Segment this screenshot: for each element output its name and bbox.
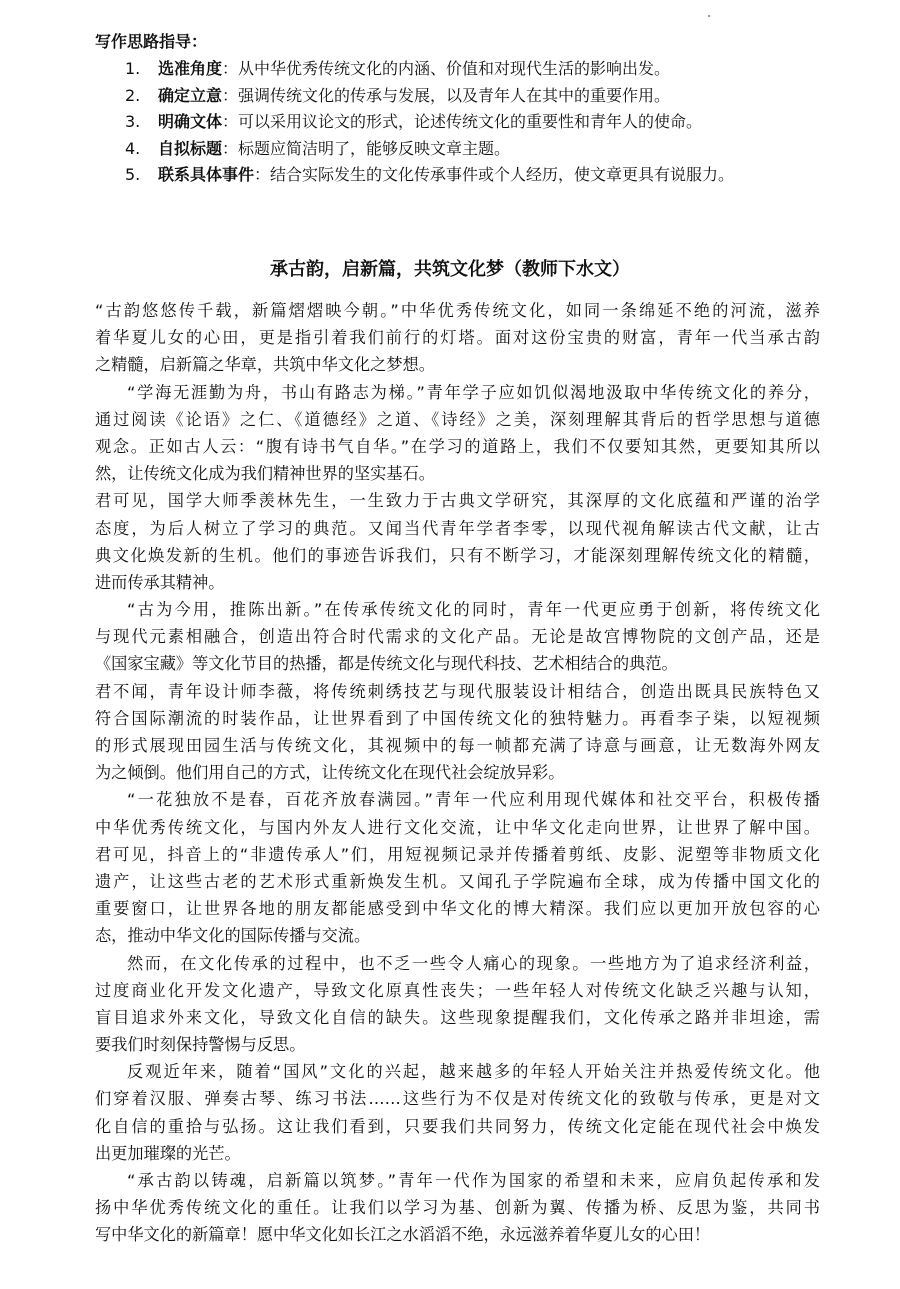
essay-line: 态，推动中华文化的国际传播与交流。: [95, 926, 371, 946]
guide-title: 写作思路指导：: [95, 32, 208, 51]
essay-line: 态度，为后人树立了学习的典范。又闻当代青年学者李零，以现代视角解读古代文献，让古: [95, 518, 820, 538]
essay-line: 反观近年来，随着“国风”文化的兴起，越来越多的年轻人开始关注并热爱传统文化。他: [127, 1062, 820, 1082]
guide-item-keyword: 明确文体: [158, 112, 223, 131]
essay-line: 过度商业化开发文化遗产，导致文化原真性丧失；一些年轻人对传统文化缺乏兴趣与认知，: [95, 980, 820, 1000]
essay-line: “一花独放不是春，百花齐放春满园。”青年一代应利用现代媒体和社交平台，积极传播: [127, 790, 820, 810]
guide-item-keyword: 联系具体事件: [158, 165, 255, 184]
essay-line: 扬中华优秀传统文化的重任。让我们以学习为基、创新为翼、传播为桥、反思为鉴，共同书: [95, 1198, 820, 1218]
essay-line: 为之倾倒。他们用自己的方式，让传统文化在现代社会绽放异彩。: [95, 763, 565, 783]
essay-line: 写中华文化的新篇章！愿中华文化如长江之水滔滔不绝，永远滋养着华夏儿女的心田！: [95, 1225, 711, 1245]
essay-line: 然，让传统文化成为我们精神世界的坚实基石。: [95, 464, 435, 484]
guide-item: [95, 136, 835, 163]
guide-item-keyword: 选准角度: [158, 59, 223, 78]
essay-line: 中华优秀传统文化，与国内外友人进行文化交流，让中华文化走向世界，让世界了解中国。: [95, 817, 820, 837]
essay-line: 君可见，抖音上的“非遗传承人”们，用短视频记录并传播着剪纸、皮影、泥塑等非物质文化: [95, 844, 820, 864]
essay-line: 盲目追求外来文化，导致文化自信的缺失。这些现象提醒我们，文化传承之路并非坦途，需: [95, 1007, 820, 1027]
essay-line: 然而，在文化传承的过程中，也不乏一些令人痛心的现象。一些地方为了追求经济利益，: [127, 953, 820, 973]
guide-item-number: 4.: [125, 138, 141, 158]
essay-line: 与现代元素相融合，创造出符合时代需求的文化产品。无论是故宫博物院的文创产品，还是: [95, 627, 820, 647]
essay-line: “古为今用，推陈出新。”在传承传统文化的同时，青年一代更应勇于创新，将传统文化: [127, 600, 820, 620]
essay-line: 符合国际潮流的时装作品，让世界看到了中国传统文化的独特魅力。再看李子柒，以短视频: [95, 708, 820, 728]
essay-line: 进而传承其精神。: [95, 572, 225, 592]
essay-line: “学海无涯勤为舟，书山有路志为梯。”青年学子应如饥似渴地汲取中华传统文化的养分，: [127, 382, 820, 402]
essay-line: 君不闻，青年设计师李薇，将传统刺绣技艺与现代服装设计相结合，创造出既具民族特色又: [95, 681, 820, 701]
essay-title: 承古韵，启新篇，共筑文化梦（教师下水文）: [270, 259, 630, 280]
guide-item-keyword: 确定立意: [158, 85, 223, 105]
guide-item-number: 1.: [125, 59, 141, 78]
guide-item-keyword: 自拟标题: [158, 138, 223, 158]
scan-speck: [708, 15, 710, 17]
guide-item-text: ：结合实际发生的文化传承事件或个人经历，使文章更具有说服力。: [254, 165, 735, 184]
guide-item-text: ：可以采用议论文的形式，论述传统文化的重要性和青年人的使命。: [222, 112, 703, 131]
essay-line: 化自信的重拾与弘扬。这让我们看到，只要我们共同努力，传统文化定能在现代社会中焕发: [95, 1116, 820, 1136]
essay-line: 出更加璀璨的光芒。: [95, 1143, 241, 1163]
essay-line: 们穿着汉服、弹奏古琴、练习书法……这些行为不仅是对传统文化的致敬与传承，更是对文: [95, 1089, 820, 1109]
essay-line: 重要窗口，让世界各地的朋友都能感受到中华文化的博大精深。我们应以更加开放包容的心: [95, 899, 820, 919]
guide-item-number: 2.: [125, 85, 141, 105]
guide-item-text: ：从中华优秀传统文化的内涵、价值和对现代生活的影响出发。: [222, 59, 671, 78]
guide-item: [95, 162, 835, 189]
essay-line: 遗产，让这些古老的艺术形式重新焕发生机。又闻孔子学院遍布全球，成为传播中国文化的: [95, 871, 820, 891]
guide-item: [95, 83, 835, 110]
essay-line: 典文化焕发新的生机。他们的事迹告诉我们，只有不断学习，才能深刻理解传统文化的精髓，: [95, 545, 820, 565]
essay-line: 《国家宝藏》等文化节目的热播，都是传统文化与现代科技、艺术相结合的典范。: [95, 654, 678, 674]
guide-list: [95, 56, 835, 189]
essay-line: 通过阅读《论语》之仁、《道德经》之道、《诗经》之美，深刻理解其背后的哲学思想与道德: [95, 409, 820, 429]
guide-item-text: ：强调传统文化的传承与发展，以及青年人在其中的重要作用。: [222, 85, 671, 105]
essay-line: “古韵悠悠传千载，新篇熠熠映今朝。”中华优秀传统文化，如同一条绵延不绝的河流，滋养: [95, 301, 820, 320]
guide-item-number: 5.: [125, 165, 141, 184]
guide-item-number: 3.: [125, 112, 141, 131]
essay-line: 之精髓，启新篇之华章，共筑中华文化之梦想。: [95, 355, 435, 375]
guide-item-text: ：标题应简洁明了，能够反映文章主题。: [222, 138, 511, 158]
essay-line: “承古韵以铸魂，启新篇以筑梦。”青年一代作为国家的希望和未来，应肩负起传承和发: [127, 1171, 820, 1190]
essay-line: 的形式展现田园生活与传统文化，其视频中的每一帧都充满了诗意与画意，让无数海外网友: [95, 736, 820, 755]
guide-item: [95, 109, 835, 136]
essay-line: 着华夏儿女的心田，更是指引着我们前行的灯塔。面对这份宝贵的财富，青年一代当承古韵: [95, 328, 820, 348]
essay-line: 要我们时刻保持警惕与反思。: [95, 1035, 306, 1055]
essay-line: 君可见，国学大师季羡林先生，一生致力于古典文学研究，其深厚的文化底蕴和严谨的治学: [95, 491, 820, 511]
essay-body: [95, 297, 820, 1249]
guide-item: [95, 56, 835, 83]
essay-line: 观念。正如古人云：“腹有诗书气自华。”在学习的道路上，我们不仅要知其然，更要知其所以: [95, 436, 820, 456]
